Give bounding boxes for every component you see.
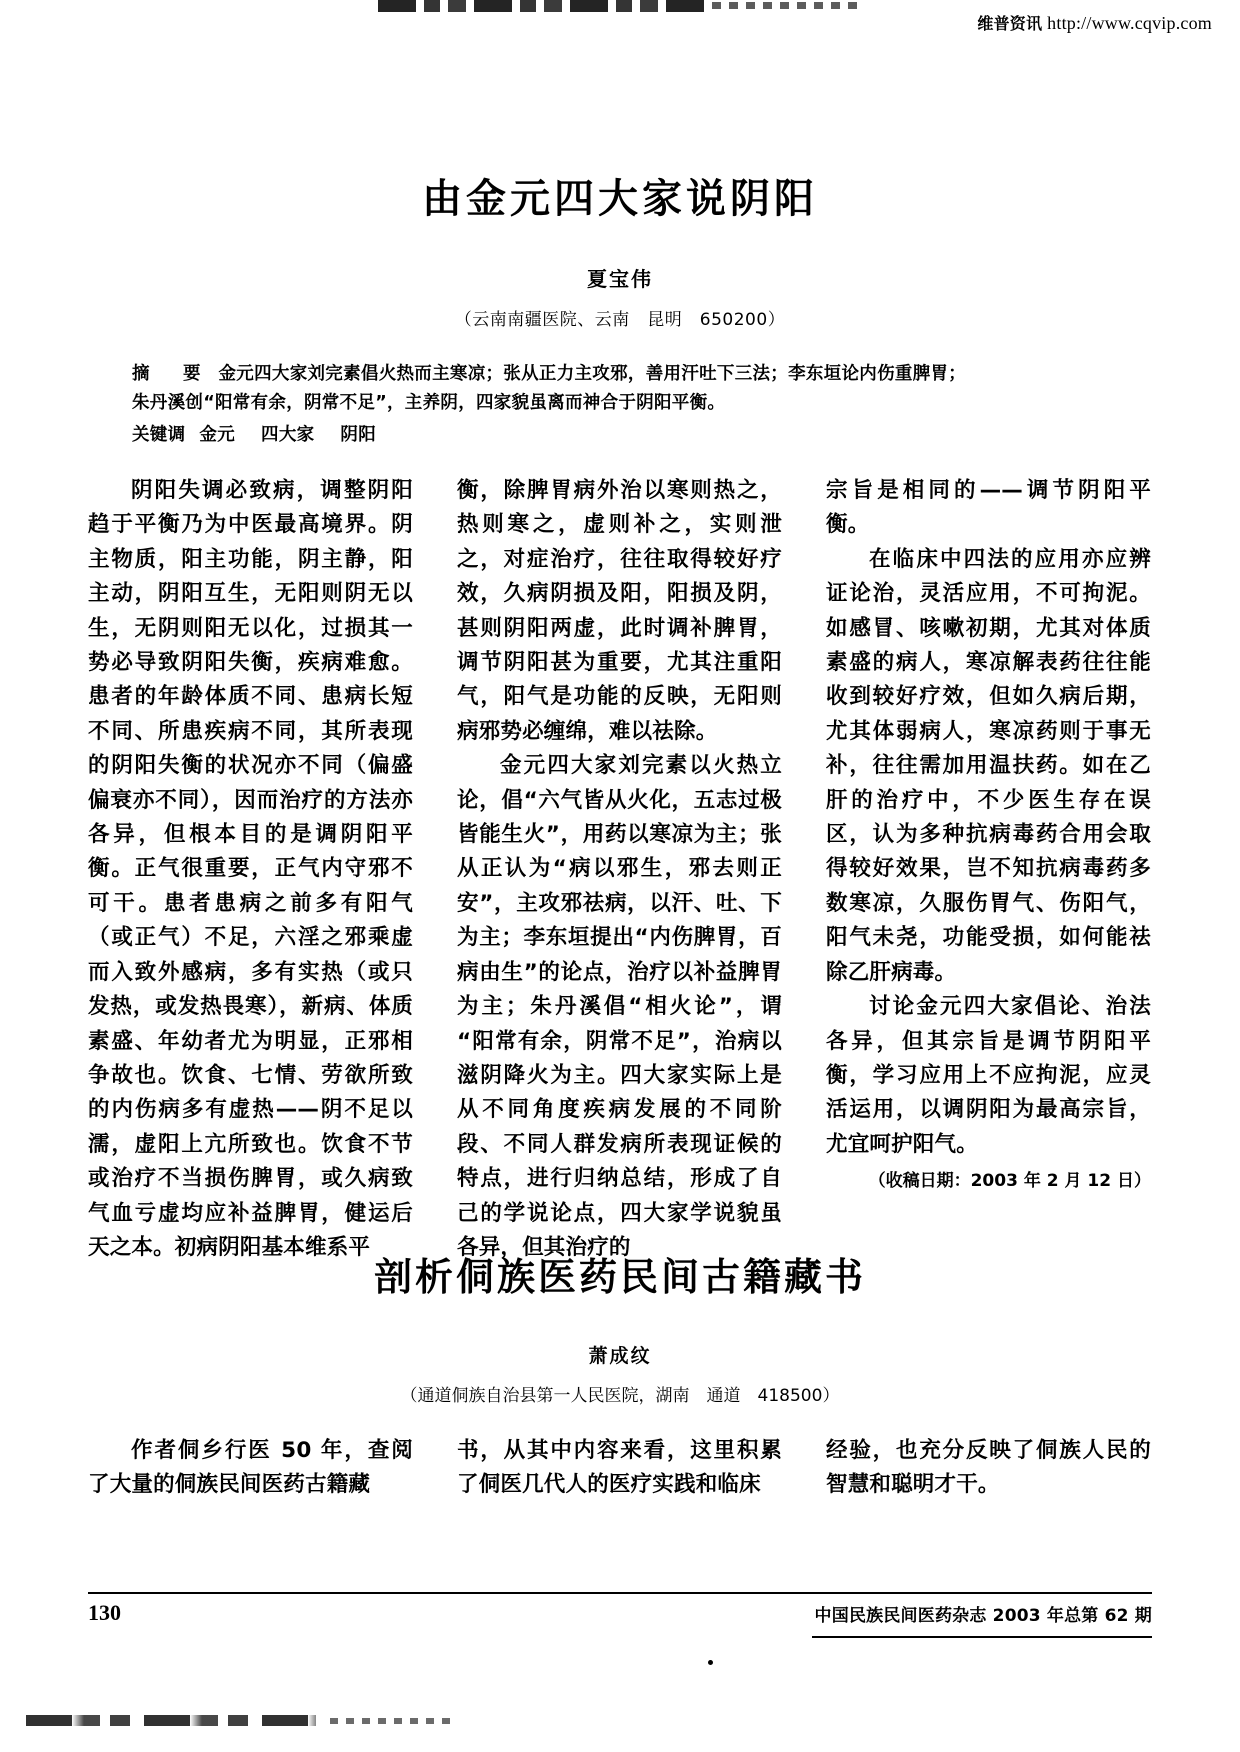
page-number: 130 [88,1600,121,1625]
footer-divider [88,1592,1152,1594]
scan-header [0,0,1240,44]
body-column-1 [88,474,413,1265]
keyword-item: 四大家 [261,425,315,445]
scan-artifact-top-right [712,2,862,9]
article2-body-column-1 [88,1434,413,1503]
article-title: 由金元四大家说阴阳 [422,176,818,222]
body-paragraph: 书，从其中内容来看，这里积累了侗医几代人的医疗实践和临床 [457,1437,782,1497]
abstract-text-1: 金元四大家刘完素倡火热而主寒凉；张从正力主攻邪，善用汗吐下三法；李东垣论内伤重脾胃； [218,364,967,384]
abstract-block [88,360,1152,450]
keywords-row [88,421,1152,450]
scan-artifact-top-left [378,0,708,12]
scan-registration-mark [708,1660,713,1665]
body-paragraph: 在临床中四法的应用亦应辨证论治，灵活应用，不可拘泥。如感冒、咳嗽初期，尤其对体质素盛的病人，寒凉解表药往往能收到较好疗效，但如久病后期，尤其体弱病人，寒凉药则于事无补，往往需加用温扶药。如在乙肝的治疗中，不少医生存在误区，认为多种抗病毒药合用会取得较好效果，岂不知抗病毒药多数寒凉，久服伤胃气、伤阳气，阳气未尧，功能受损，如何能祛除乙肝病毒。 [826,546,1151,985]
body-paragraph: 金元四大家刘完素以火热立论，倡“六气皆从火化，五志过极皆能生火”，用药以寒凉为主；张从正认为“病以邪生，邪去则正安”，主攻邪祛病，以汗、吐、下为主；李东垣提出“内伤脾胃，百病由生”的论点，治疗以补益脾胃为主；朱丹溪倡“相火论”，谓“阳常有余，阴常不足”，治病以滋阴降火为主。四大家实际上是从不同角度疾病发展的不同阶段、不同人群发病所表现证候的特点，进行归纳总结，形成了自己的学说论点，四大家学说貌虽各异，但其治疗的 [457,753,782,1260]
watermark-label: 维普资讯 [977,14,1043,33]
keyword-item: 金元 [199,425,236,445]
body-paragraph: 宗旨是相同的——调节阴阳平衡。 [826,478,1151,538]
watermark-source [977,14,1212,33]
body-column-3 [826,474,1151,1265]
article-affiliation: （云南南疆医院、云南 昆明 650200） [454,310,786,330]
article2-body-column-2 [457,1434,782,1503]
body-paragraph: 经验，也充分反映了侗族人民的智慧和聪明才干。 [826,1437,1151,1497]
article2-title: 剖析侗族医药民间古籍藏书 [373,1255,866,1299]
body-paragraph: 阴阳失调必致病，调整阴阳趋于平衡乃为中医最高境界。阴主物质，阳主功能，阴主静，阳主动，阴阳互生，无阳则阴无以生，无阴则阳无以化，过损其一势必导致阴阳失衡，疾病难愈。患者的年龄体质不同、患病长短不同、所患疾病不同，其所表现的阴阳失衡的状况亦不同（偏盛偏衰亦不同），因而治疗的方法亦各异，但根本目的是调阴阳平衡。正气很重要，正气内守邪不可干。患者患病之前多有阳气（或正气）不足，六淫之邪乘虚而入致外感病，多有实热（或只发热，或发热畏寒），新病、体质素盛、年幼者尤为明显，正邪相争故也。饮食、七情、劳欲所致的内伤病多有虚热——阴不足以濡，虚阳上亢所致也。饮食不节或治疗不当损伤脾胃，或久病致气血亏虚均应补益脾胃，健运后天之本。初病阴阳基本维系平 [88,478,413,1260]
keyword-item: 阴阳 [340,425,377,445]
article-author: 夏宝伟 [587,267,653,291]
footer-divider-right [812,1636,1152,1638]
abstract-line-1 [88,360,1152,389]
body-paragraph: 作者侗乡行医 50 年，查阅了大量的侗族民间医药古籍藏 [88,1437,413,1497]
scan-artifact-bottom-left [26,1715,316,1726]
received-date-note: （收稿日期：2003 年 2 月 12 日） [868,1171,1151,1192]
abstract-line-2 [88,389,1152,418]
abstract-label: 摘 要 [132,364,209,384]
watermark-url: http://www.cqvip.com [1047,13,1212,33]
page-footer [88,1600,1152,1626]
article-body-columns [88,474,1152,1265]
article-second [88,1255,1152,1502]
article2-author: 萧成纹 [588,1344,652,1367]
body-paragraph: 讨论金元四大家倡论、治法各异，但其宗旨是调节阴阳平衡，学习应用上不应拘泥，应灵活运用，以调阴阳为最高宗旨，尤宜呵护阳气。 [826,994,1151,1157]
article2-affiliation: （通道侗族自治县第一人民医院，湖南 通道 418500） [400,1385,840,1406]
article2-body-column-3 [826,1434,1151,1503]
scan-artifact-bottom-right [330,1718,450,1724]
journal-issue-line: 中国民族民间医药杂志 2003 年总第 62 期 [814,1606,1152,1626]
abstract-text-2: 朱丹溪创“阳常有余，阴常不足”，主养阴，四家貌虽离而神合于阴阳平衡。 [132,393,726,413]
body-paragraph: 衡，除脾胃病外治以寒则热之，热则寒之，虚则补之，实则泄之，对症治疗，往往取得较好疗效，久病阴损及阳，阳损及阴，甚则阴阳两虚，此时调补脾胃，调节阴阳甚为重要，尤其注重阳气，阳气是功能的反映，无阳则病邪势必缠绵，难以祛除。 [457,478,782,744]
body-column-2 [457,474,782,1265]
article2-body-columns [88,1434,1152,1503]
article-main [88,175,1152,1265]
keywords-label: 关键调 [132,425,186,445]
